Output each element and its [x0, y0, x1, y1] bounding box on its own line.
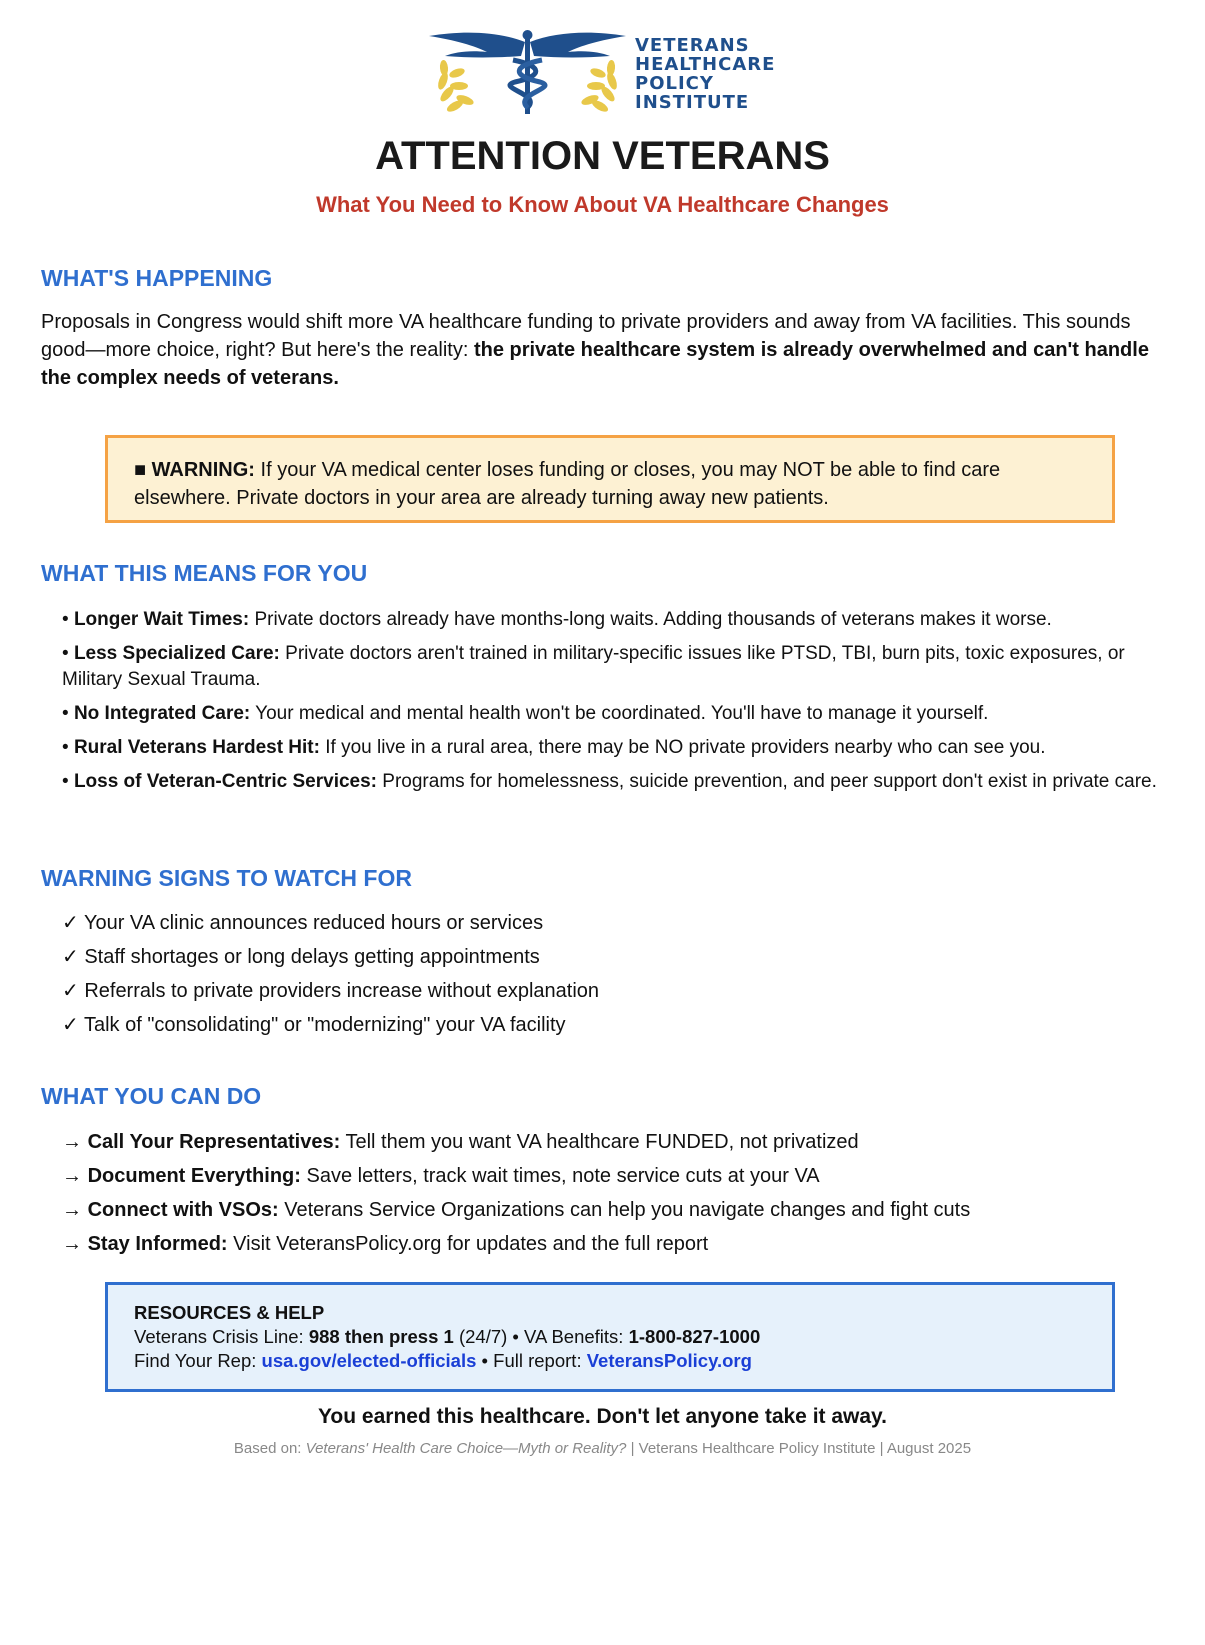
crisis-line-number: 988 then press 1	[308, 1326, 454, 1347]
section-heading-actions: WHAT YOU CAN DO	[41, 1083, 262, 1109]
action-item: → Call Your Representatives: Tell them you want VA healthcare FUNDED, not privatized	[62, 1131, 859, 1153]
action-item: → Connect with VSOs: Veterans Service Organizations can help you navigate changes and fight cuts	[62, 1199, 971, 1221]
check-item: ✓ Referrals to private providers increase without explanation	[62, 980, 600, 1002]
page-title: ATTENTION VETERANS	[375, 134, 830, 178]
page-subtitle: What You Need to Know About VA Healthcare Changes	[316, 192, 889, 217]
section-heading-signs: WARNING SIGNS TO WATCH FOR	[41, 865, 412, 891]
resources-title: RESOURCES & HELP	[134, 1302, 325, 1323]
list-item: • Loss of Veteran-Centric Services: Programs for homelessness, suicide prevention, and peer support don't exist in private care.	[62, 771, 1157, 792]
list-item: • Longer Wait Times: Private doctors already have months-long waits. Adding thousands of veterans makes it worse.	[62, 609, 1052, 630]
warning-label: ■ WARNING:	[134, 459, 255, 481]
closing-statement: You earned this healthcare. Don't let anyone take it away.	[317, 1405, 888, 1428]
warning-callout	[105, 435, 1115, 523]
list-item: • Rural Veterans Hardest Hit: If you live in a rural area, there may be NO private providers nearby who can see you.	[62, 737, 1046, 758]
action-item: → Stay Informed: Visit VeteransPolicy.org for updates and the full report	[62, 1233, 709, 1255]
full-report-link[interactable]: VeteransPolicy.org	[586, 1350, 752, 1371]
institute-logo	[425, 28, 805, 118]
check-item: ✓ Staff shortages or long delays getting appointments	[62, 946, 540, 968]
resources-line-1: Veterans Crisis Line: 988 then press 1 (24/7) • VA Benefits: 1-800-827-1000	[134, 1326, 761, 1347]
institute-wordmark: VETERANS HEALTHCARE POLICY INSTITUTE	[635, 35, 776, 113]
check-item: ✓ Your VA clinic announces reduced hours or services	[62, 912, 544, 934]
section-heading-means: WHAT THIS MEANS FOR YOU	[41, 560, 368, 586]
section-heading-happening: WHAT'S HAPPENING	[41, 265, 273, 291]
signs-list	[62, 906, 599, 1042]
warning-text: If your VA medical center loses funding or closes, you may NOT be able to find care elsewhere. Private doctors in your area are already turning away new patients.	[134, 459, 1001, 509]
check-item: ✓ Talk of "consolidating" or "modernizing" your VA facility	[62, 1014, 566, 1036]
happening-paragraph: Proposals in Congress would shift more VA healthcare funding to private providers and away from VA facilities. This sounds good—more choice, right? But here's the reality: the private healthcare system is already overwhelmed and can't handle the complex needs of veterans.	[41, 311, 1149, 389]
source-citation: Based on: Veterans' Health Care Choice—Myth or Reality? | Veterans Healthcare Policy Institute | August 2025	[233, 1440, 972, 1457]
resources-box	[105, 1282, 1115, 1392]
actions-list	[62, 1125, 970, 1261]
action-item: → Document Everything: Save letters, track wait times, note service cuts at your VA	[62, 1165, 820, 1187]
elected-officials-link[interactable]: usa.gov/elected-officials	[261, 1350, 477, 1371]
caduceus-wings-laurel-icon	[425, 28, 630, 120]
resources-line-2: Find Your Rep: usa.gov/elected-officials • Full report: VeteransPolicy.org	[134, 1350, 752, 1371]
list-item: • No Integrated Care: Your medical and mental health won't be coordinated. You'll have to manage it yourself.	[62, 703, 989, 724]
list-item: • Less Specialized Care: Private doctors aren't trained in military-specific issues like PTSD, TBI, burn pits, toxic exposures, or Military Sexual Trauma.	[62, 643, 1125, 690]
means-list	[62, 607, 1172, 803]
va-benefits-number: 1-800-827-1000	[628, 1326, 761, 1347]
